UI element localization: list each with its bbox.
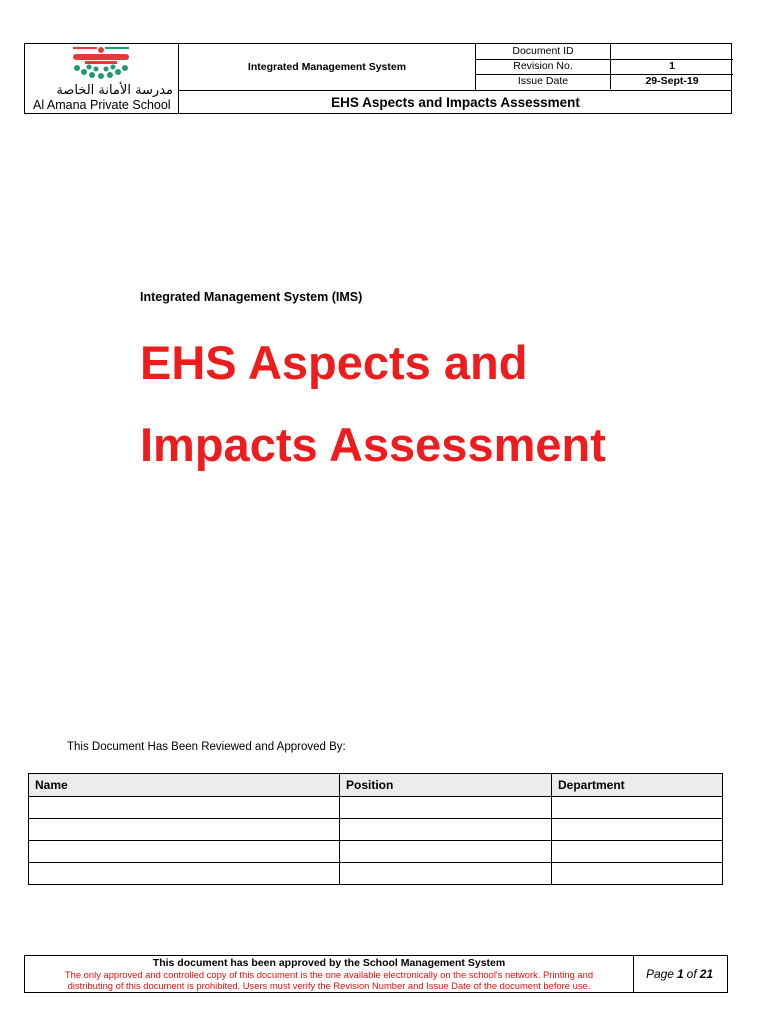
school-logo-icon (69, 46, 133, 84)
table-row (29, 819, 723, 841)
meta-label: Issue Date (476, 74, 611, 89)
cell-name (29, 863, 340, 885)
cell-position (340, 797, 552, 819)
document-title-line2: Impacts Assessment (140, 418, 606, 471)
footer-approved-text: This document has been approved by the School Management System (152, 957, 506, 969)
page-total: 21 (699, 967, 714, 981)
meta-value: 29-Sept-19 (645, 75, 699, 87)
table-row (29, 841, 723, 863)
meta-value: 1 (669, 60, 675, 72)
system-name: Integrated Management System (247, 60, 407, 73)
document-footer (24, 955, 728, 993)
column-header-department: Department (552, 774, 723, 797)
page-word: Page (645, 967, 674, 981)
table-row (29, 797, 723, 819)
footer-notice-line1: The only approved and controlled copy of this document is the one available electronically on the school's network. Printing and (64, 969, 594, 980)
meta-label: Document ID (476, 44, 611, 59)
footer-notice-line2: distributing of this document is prohibited. Users must verify the Revision Number and Issue Date of the document before use. (67, 980, 591, 991)
cell-department (552, 841, 723, 863)
document-subtitle: Integrated Management System (IMS) (140, 290, 363, 304)
cell-name (29, 841, 340, 863)
meta-row-document-id (476, 44, 733, 60)
cell-name (29, 797, 340, 819)
table-row (29, 863, 723, 885)
document-meta (475, 44, 733, 90)
footer-statement (25, 956, 634, 992)
cell-position (340, 863, 552, 885)
school-name-english: Al Amana Private School (33, 98, 171, 112)
header-document-title: EHS Aspects and Impacts Assessment (179, 90, 732, 113)
school-name-arabic: مدرسة الأمانة الخاصة (56, 83, 173, 98)
document-title-line1: EHS Aspects and (140, 336, 528, 389)
meta-value (611, 44, 733, 59)
document-title (140, 322, 740, 486)
cell-position (340, 819, 552, 841)
cell-position (340, 841, 552, 863)
cell-department (552, 863, 723, 885)
meta-row-issue-date (476, 74, 733, 89)
column-header-name: Name (29, 774, 340, 797)
meta-label: Revision No. (476, 59, 611, 74)
page-number (634, 956, 728, 992)
meta-row-revision (476, 59, 733, 75)
cell-department (552, 797, 723, 819)
approval-table (28, 773, 723, 885)
approval-header-row (29, 774, 723, 797)
review-note: This Document Has Been Reviewed and Approved By: (67, 741, 346, 753)
cell-name (29, 819, 340, 841)
page-of: of (686, 967, 697, 981)
school-logo-cell (25, 44, 179, 113)
page-current: 1 (676, 967, 684, 981)
column-header-position: Position (340, 774, 552, 797)
document-header (24, 43, 732, 114)
cell-department (552, 819, 723, 841)
